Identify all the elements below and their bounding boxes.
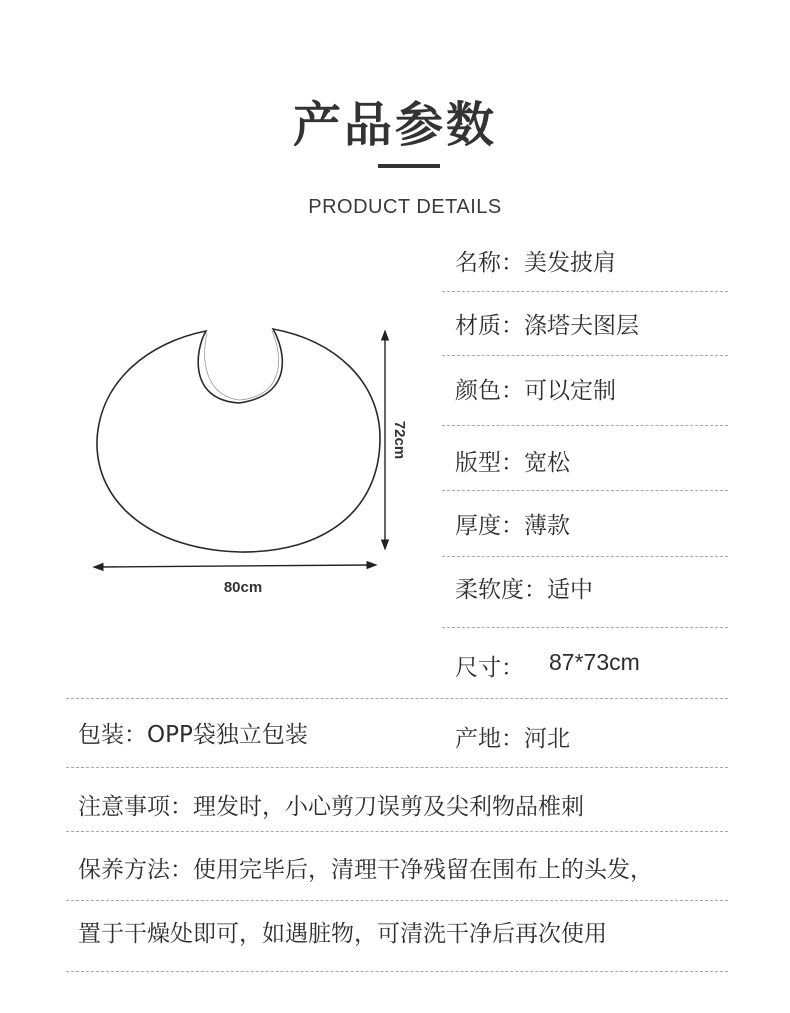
divider [442,627,728,628]
product-diagram [55,300,440,610]
spec-notes: 注意事项：理发时，小心剪刀误剪及尖利物品椎刺 [78,794,584,820]
divider [442,556,728,557]
divider [66,698,728,699]
divider [66,831,728,832]
title-divider [378,164,440,168]
cape-outline-illustration [55,300,440,610]
spec-color: 颜色：可以定制 [455,378,616,404]
spec-origin: 产地：河北 [455,726,570,752]
cape-shape [97,329,380,552]
spec-care-line1: 保养方法：使用完毕后，清理干净残留在围布上的头发， [78,857,653,883]
spec-packaging: 包装：OPP袋独立包装 [78,722,308,748]
spec-size-label: 尺寸： [455,655,524,681]
width-arrow [98,565,372,567]
divider [66,971,728,972]
divider [442,490,728,491]
spec-thickness: 厚度：薄款 [455,513,570,539]
spec-fit: 版型：宽松 [455,450,570,476]
divider [442,291,728,292]
divider [66,900,728,901]
divider [66,767,728,768]
spec-softness: 柔软度：适中 [455,577,593,603]
divider [442,425,728,426]
width-label: 80cm [223,579,263,596]
spec-care-line2: 置于干燥处即可，如遇脏物，可清洗干净后再次使用 [78,921,607,947]
height-label: 72cm [391,420,408,460]
spec-name: 名称：美发披肩 [455,250,616,276]
spec-material: 材质：涤塔夫图层 [455,313,639,339]
spec-size-value: 87*73cm [549,649,640,675]
divider [442,355,728,356]
page-subtitle: PRODUCT DETAILS [308,196,502,218]
page-title: 产品参数 [292,97,497,153]
